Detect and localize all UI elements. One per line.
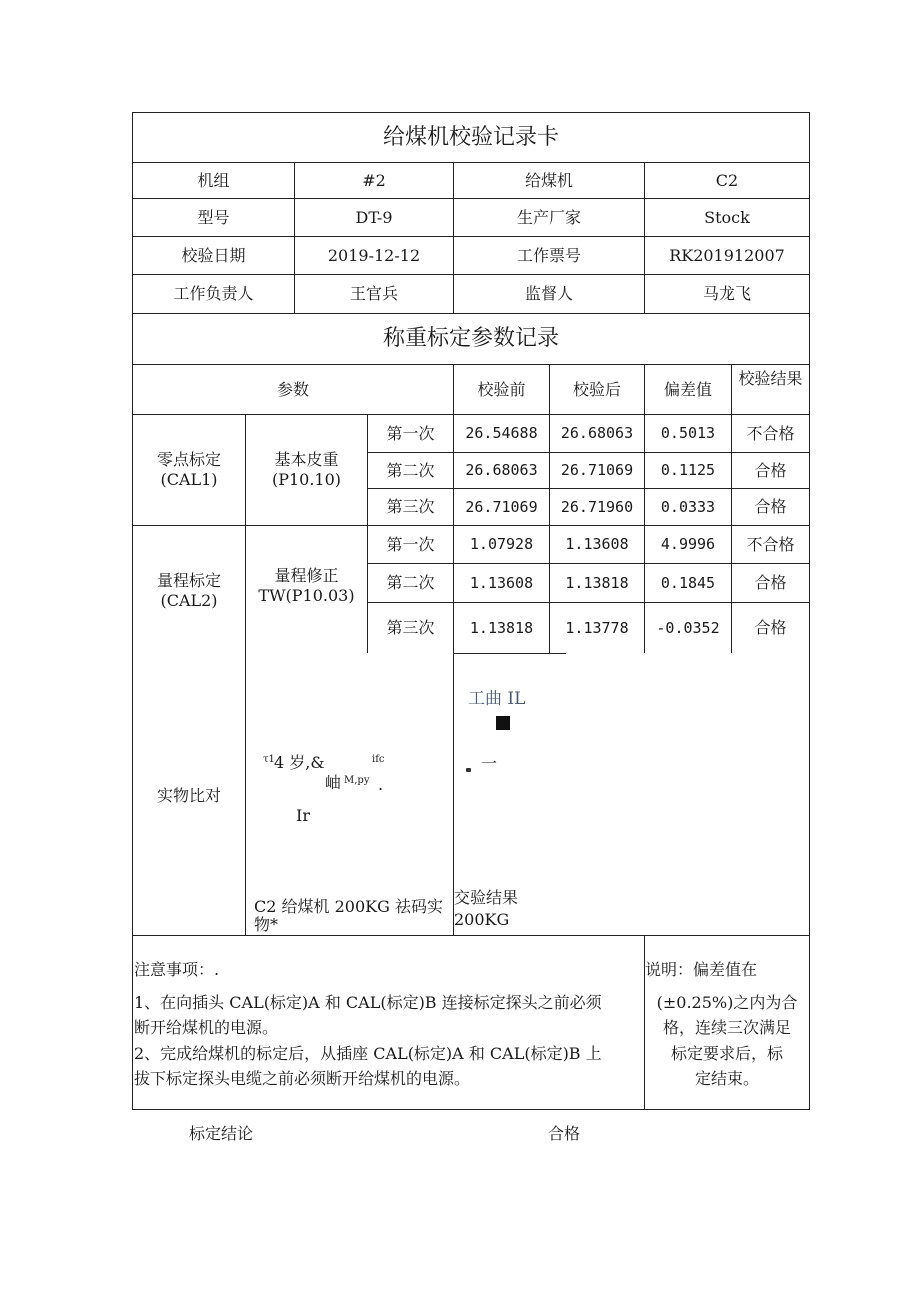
remark-line: (±0.25%)之内为合 <box>656 992 798 1012</box>
model-value: DT-9 <box>355 207 393 227</box>
remark-block <box>645 957 809 1092</box>
supervisor-value: 马龙飞 <box>702 284 751 303</box>
span-row-2-before: 1.13608 <box>469 573 534 592</box>
span-group-label <box>133 526 245 656</box>
remark-line: 标定要求后，标 <box>670 1043 783 1063</box>
zero-row-3-before: 26.71069 <box>465 497 538 516</box>
remark-line: 定结束。 <box>694 1069 759 1089</box>
dash-mark: 一 <box>481 754 498 773</box>
remark-line: 说明：偏差值在 <box>645 960 758 979</box>
section-title: 称重标定参数记录 <box>382 326 559 352</box>
black-square-icon <box>496 716 510 730</box>
zero-row-2-n: 第二次 <box>386 460 435 480</box>
span-code: (CAL2) <box>160 591 218 610</box>
conclusion-label: 标定结论 <box>189 1124 254 1143</box>
header-result: 校验结果 <box>738 369 803 388</box>
ocr-fragment: 岫 <box>325 773 342 792</box>
zero-row-1-before: 26.54688 <box>465 424 538 443</box>
ticket-label: 工作票号 <box>516 245 581 265</box>
notes-title: 注意事项：. <box>134 960 220 979</box>
caption-line: 200KG <box>454 909 510 929</box>
zero-row-1-dev: 0.5013 <box>660 424 716 443</box>
zero-row-2-dev: 0.1125 <box>660 461 716 480</box>
zero-row-2-result: 合格 <box>754 460 787 480</box>
span-row-2-after: 1.13818 <box>565 573 629 592</box>
ocr-fragment: τ1 <box>263 754 275 765</box>
span-row-3-result: 合格 <box>754 618 787 637</box>
leader-label: 工作负责人 <box>173 284 254 303</box>
header-param: 参数 <box>276 379 309 399</box>
span-row-2-dev: 0.1845 <box>660 573 716 592</box>
notes-block <box>134 957 644 1092</box>
zero-row-1-result: 不合格 <box>746 423 795 443</box>
rule <box>809 112 810 1109</box>
feeder-label: 给煤机 <box>524 170 573 190</box>
rule <box>453 653 566 654</box>
physical-caption-right <box>454 887 518 930</box>
header-after: 校验后 <box>572 379 621 399</box>
header-before: 校验前 <box>477 379 526 399</box>
span-row-3-dev: -0.0352 <box>656 618 720 637</box>
zero-name: 零点标定 <box>156 450 221 469</box>
ocr-fragment: ifc <box>372 754 385 765</box>
span-row-2-result: 合格 <box>754 573 787 592</box>
zero-row-3-dev: 0.0333 <box>660 497 716 516</box>
zero-sub: 基本皮重 <box>274 450 339 469</box>
span-row-1-after: 1.13608 <box>565 535 629 554</box>
zero-sub-code: (P10.10) <box>271 470 342 489</box>
supervisor-label: 监督人 <box>524 284 573 303</box>
zero-sub-label <box>246 415 367 525</box>
zero-row-2-after: 26.71069 <box>560 461 634 480</box>
zero-row-3-after: 26.71960 <box>560 497 634 516</box>
span-name: 量程标定 <box>156 571 221 590</box>
physical-label: 实物比对 <box>156 785 221 805</box>
zero-code: (CAL1) <box>160 470 218 489</box>
unit-label: 机组 <box>197 170 230 190</box>
caption-line: 物* <box>254 914 279 934</box>
zero-row-3-n: 第三次 <box>386 497 435 516</box>
rule <box>132 1109 810 1110</box>
date-label: 校验日期 <box>181 245 246 265</box>
ocr-fragment: M,py <box>344 775 370 786</box>
span-row-2-n: 第二次 <box>386 573 435 592</box>
span-row-3-after: 1.13778 <box>565 618 629 637</box>
maker-label: 生产厂家 <box>516 207 581 227</box>
header-deviation: 偏差值 <box>663 379 712 399</box>
rule <box>132 935 810 936</box>
remark-line: 格，连续三次满足 <box>662 1018 791 1038</box>
note-line: 断开给煤机的电源。 <box>134 1018 279 1038</box>
ticket-value: RK201912007 <box>669 245 785 265</box>
conclusion-value: 合格 <box>548 1124 581 1143</box>
zero-group-label <box>133 415 245 525</box>
zero-row-1-n: 第一次 <box>386 423 435 443</box>
ocr-fragment: 4 岁,& <box>274 753 325 772</box>
span-sub: 量程修正 <box>274 566 339 585</box>
caption-line: 交验结果 <box>454 888 519 907</box>
note-line: 拔下标定探头电缆之前必须断开给煤机的电源。 <box>134 1069 471 1089</box>
ocr-fragment: . <box>378 775 384 794</box>
zero-row-1-after: 26.68063 <box>560 424 634 443</box>
span-row-1-dev: 4.9996 <box>660 535 716 554</box>
span-row-1-before: 1.07928 <box>469 535 534 554</box>
span-row-1-n: 第一次 <box>386 534 435 554</box>
note-line: 2、完成给煤机的标定后，从插座 CAL(标定)A 和 CAL(标定)B 上 <box>134 1043 602 1063</box>
note-line: 1、在向插头 CAL(标定)A 和 CAL(标定)B 连接标定探头之前必须 <box>134 992 602 1012</box>
physical-caption-left <box>254 898 443 933</box>
leader-value: 王官兵 <box>349 284 398 303</box>
maker-value: Stock <box>704 207 750 227</box>
unit-value: #2 <box>362 170 386 190</box>
span-sub-code: TW(P10.03) <box>258 586 355 605</box>
caption-line: C2 给煤机 200KG 祛码实 <box>254 897 443 916</box>
span-row-3-n: 第三次 <box>386 618 435 637</box>
span-row-3-before: 1.13818 <box>469 618 534 637</box>
ocr-fragment: Ir <box>296 806 310 825</box>
span-row-1-result: 不合格 <box>746 534 795 554</box>
model-label: 型号 <box>197 207 230 227</box>
photo-label: 工曲 IL <box>468 689 526 709</box>
zero-row-2-before: 26.68063 <box>465 461 538 480</box>
card-title: 给煤机校验记录卡 <box>382 124 559 150</box>
date-value: 2019-12-12 <box>327 245 421 265</box>
span-sub-label <box>246 526 367 646</box>
comma-mark-icon <box>466 768 471 772</box>
feeder-value: C2 <box>715 170 739 190</box>
zero-row-3-result: 合格 <box>754 497 787 516</box>
